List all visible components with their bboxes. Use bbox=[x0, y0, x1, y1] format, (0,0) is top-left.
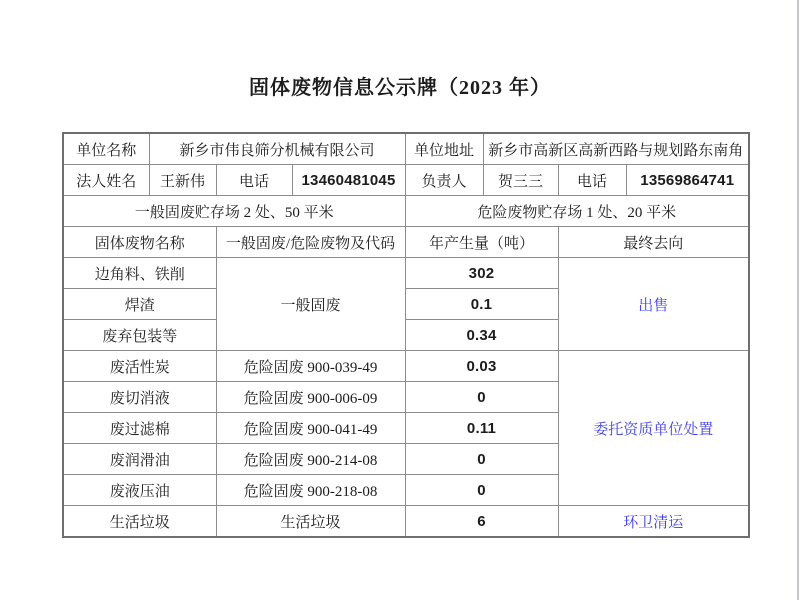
phone-label-1: 电话 bbox=[216, 165, 292, 196]
page-title: 固体废物信息公示牌（2023 年） bbox=[249, 77, 551, 99]
waste-amount: 0 bbox=[405, 475, 558, 506]
waste-amount: 0.11 bbox=[405, 413, 558, 444]
waste-name: 边角料、铁削 bbox=[63, 258, 216, 289]
waste-category-merged: 一般固废 bbox=[216, 258, 405, 351]
header-waste-category: 一般固废/危险废物及代码 bbox=[216, 227, 405, 258]
waste-destination-merged: 出售 bbox=[558, 258, 749, 351]
waste-notice-table bbox=[62, 132, 750, 538]
waste-amount: 0.1 bbox=[405, 289, 558, 320]
table-row-headers bbox=[63, 227, 749, 258]
phone-value-2: 13569864741 bbox=[626, 165, 749, 196]
table-row-contacts bbox=[63, 165, 749, 196]
waste-name: 废过滤棉 bbox=[63, 413, 216, 444]
waste-amount: 302 bbox=[405, 258, 558, 289]
waste-name: 废切消液 bbox=[63, 382, 216, 413]
waste-category: 危险固废 900-041-49 bbox=[216, 413, 405, 444]
unit-name-label: 单位名称 bbox=[63, 133, 149, 165]
waste-name: 焊渣 bbox=[63, 289, 216, 320]
unit-name-value: 新乡市伟良筛分机械有限公司 bbox=[149, 133, 405, 165]
waste-amount: 0.34 bbox=[405, 320, 558, 351]
table-row-unit bbox=[63, 133, 749, 165]
header-annual-amount: 年产生量（吨） bbox=[405, 227, 558, 258]
legal-person-value: 王新伟 bbox=[149, 165, 216, 196]
waste-amount: 6 bbox=[405, 506, 558, 538]
waste-name: 生活垃圾 bbox=[63, 506, 216, 538]
waste-name: 废活性炭 bbox=[63, 351, 216, 382]
waste-destination-merged: 委托资质单位处置 bbox=[558, 351, 749, 506]
unit-address-value: 新乡市高新区高新西路与规划路东南角 bbox=[483, 133, 749, 165]
page-edge-line bbox=[797, 0, 799, 600]
waste-name: 废润滑油 bbox=[63, 444, 216, 475]
waste-category: 危险固废 900-039-49 bbox=[216, 351, 405, 382]
waste-row bbox=[63, 351, 749, 382]
header-destination: 最终去向 bbox=[558, 227, 749, 258]
waste-amount: 0.03 bbox=[405, 351, 558, 382]
waste-amount: 0 bbox=[405, 382, 558, 413]
legal-person-label: 法人姓名 bbox=[63, 165, 149, 196]
waste-category: 危险固废 900-006-09 bbox=[216, 382, 405, 413]
phone-value-1: 13460481045 bbox=[292, 165, 405, 196]
waste-destination: 环卫清运 bbox=[558, 506, 749, 538]
header-waste-name: 固体废物名称 bbox=[63, 227, 216, 258]
waste-name: 废液压油 bbox=[63, 475, 216, 506]
waste-name: 废弃包装等 bbox=[63, 320, 216, 351]
waste-category: 危险固废 900-218-08 bbox=[216, 475, 405, 506]
phone-label-2: 电话 bbox=[558, 165, 626, 196]
manager-label: 负责人 bbox=[405, 165, 483, 196]
general-storage-info: 一般固废贮存场 2 处、50 平米 bbox=[63, 196, 405, 227]
hazard-storage-info: 危险废物贮存场 1 处、20 平米 bbox=[405, 196, 749, 227]
waste-category: 危险固废 900-214-08 bbox=[216, 444, 405, 475]
waste-category: 生活垃圾 bbox=[216, 506, 405, 538]
manager-value: 贺三三 bbox=[483, 165, 558, 196]
unit-address-label: 单位地址 bbox=[405, 133, 483, 165]
waste-row bbox=[63, 506, 749, 538]
table-row-storage bbox=[63, 196, 749, 227]
waste-amount: 0 bbox=[405, 444, 558, 475]
waste-row bbox=[63, 258, 749, 289]
